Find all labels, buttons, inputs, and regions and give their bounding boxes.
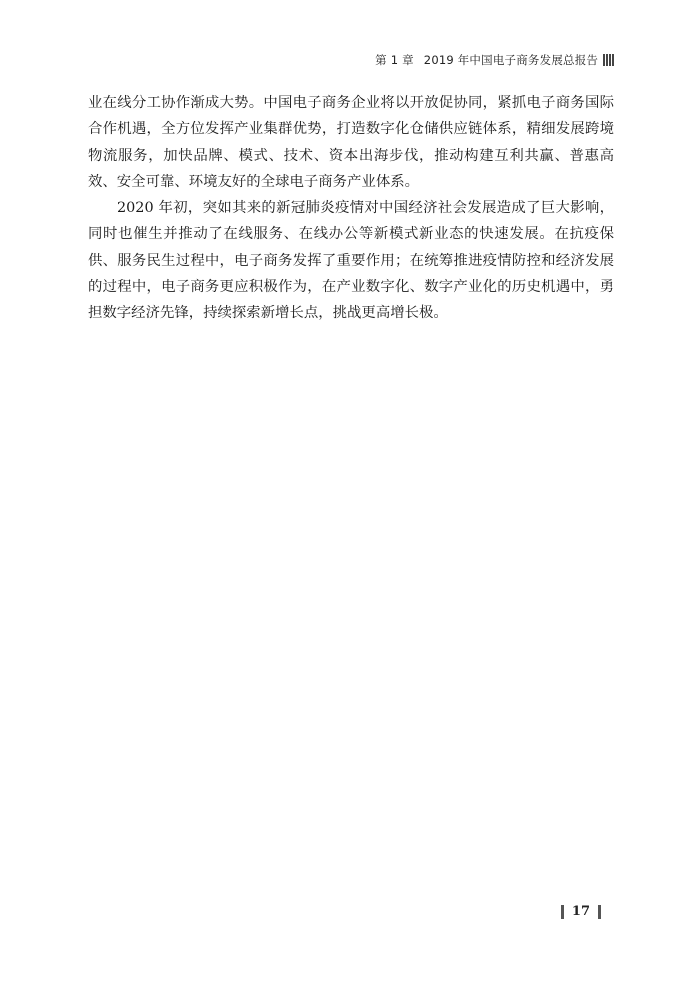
- chapter-title: 2019 年中国电子商务发展总报告: [423, 53, 599, 67]
- chapter-label: 第 1 章: [375, 53, 414, 67]
- paragraph-continuation: 业在线分工协作渐成大势。中国电子商务企业将以开放促协同，紧抓电子商务国际合作机遇，全方位发挥产业集群优势，打造数字化仓储供应链体系，精细发展跨境物流服务，加快品牌、模式、技术、资本出海步伐，推动构建互利共赢、普惠高效、安全可靠、环境友好的全球电子商务产业体系。: [88, 95, 614, 190]
- paragraph: 2020 年初，突如其来的新冠肺炎疫情对中国经济社会发展造成了巨大影响，同时也催生并推动了在线服务、在线办公等新模式新业态的快速发展。在抗疫保供、服务民生过程中，电子商务发挥了重要作用；在统筹推进疫情防控和经济发展的过程中，电子商务更应积极作为，在产业数字化、数字产业化的历史机遇中，勇担数字经济先锋，持续探索新增长点，挑战更高增长极。: [88, 200, 614, 322]
- running-header: [375, 52, 614, 68]
- page-number-bar-right: [598, 905, 601, 919]
- page-number-bar-left: [561, 905, 564, 919]
- page-number-footer: [553, 904, 609, 919]
- page-number: 17: [571, 904, 590, 919]
- body-text: [88, 90, 614, 327]
- header-decoration-bars: [603, 54, 614, 66]
